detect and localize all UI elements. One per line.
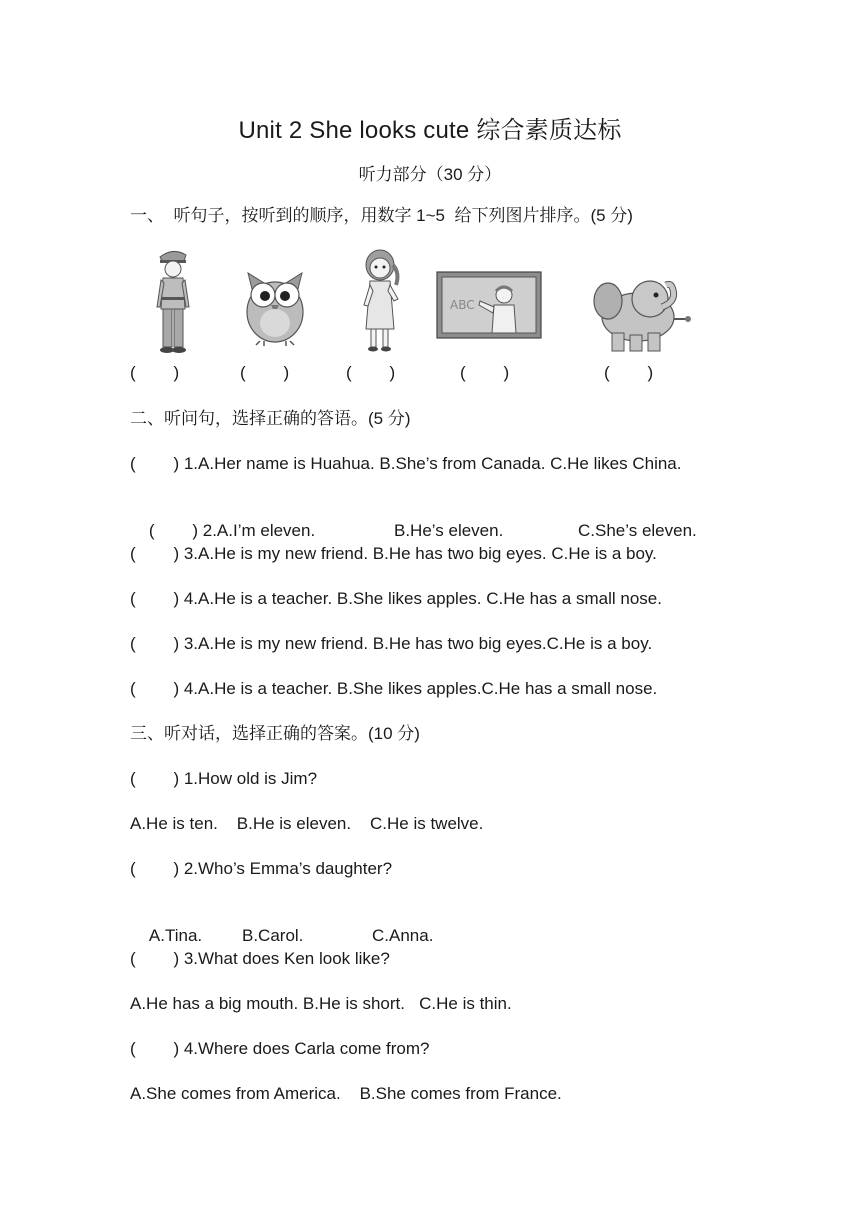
- question-options: A.He has a big mouth. B.He is short. C.He is thin.: [130, 994, 512, 1013]
- section3-heading: 三、听对话，选择正确的答案。(10 分): [130, 724, 420, 743]
- question-item: ( ) 3.What does Ken look like?: [130, 949, 390, 968]
- option-b: B.Carol.: [242, 926, 304, 945]
- answer-blank[interactable]: ( ): [604, 363, 654, 382]
- option-b: B.He’s eleven.: [394, 521, 504, 540]
- girl-icon: [356, 245, 406, 357]
- police-officer-icon: [148, 247, 198, 357]
- question-item: ( ) 4.Where does Carla come from?: [130, 1039, 430, 1058]
- answer-blank[interactable]: ( ): [240, 363, 290, 382]
- teacher-at-board-icon: [436, 271, 542, 339]
- question-item: ( ) 1.A.Her name is Huahua. B.She’s from Canada. C.He likes China.: [130, 454, 682, 473]
- section2-heading: 二、听问句，选择正确的答语。(5 分): [130, 409, 411, 428]
- question-options: A.He is ten. B.He is eleven. C.He is twelve.: [130, 814, 484, 833]
- question-item: ( ) 4.A.He is a teacher. B.She likes apples. C.He has a small nose.: [130, 589, 662, 608]
- question-options: A.She comes from America. B.She comes from France.: [130, 1084, 562, 1103]
- owl-icon: [240, 267, 310, 347]
- question-item: ( ) 3.A.He is my new friend. B.He has two big eyes.C.He is a boy.: [130, 634, 653, 653]
- page-title: Unit 2 She looks cute 综合素质达标: [238, 117, 622, 144]
- option-a: A.Tina.: [148, 926, 203, 945]
- question-item: ( ) 2.Who’s Emma’s daughter?: [130, 859, 393, 878]
- board-text: ABC: [450, 298, 475, 312]
- answer-blank[interactable]: ( ): [346, 363, 396, 382]
- question-item: ( ) 3.A.He is my new friend. B.He has two big eyes. C.He is a boy.: [130, 544, 657, 563]
- question-item: ( ) 1.How old is Jim?: [130, 769, 318, 788]
- answer-blank[interactable]: ( ): [460, 363, 510, 382]
- question-item: ( ) 4.A.He is a teacher. B.She likes apples.C.He has a small nose.: [130, 679, 658, 698]
- option-c: C.Anna.: [372, 926, 434, 945]
- elephant-icon: [580, 271, 694, 357]
- picture-row: [130, 245, 730, 365]
- page-subtitle: 听力部分（30 分）: [358, 165, 502, 184]
- question-stem: ( ) 2.A.I’m eleven.: [148, 521, 316, 540]
- section1-heading: 一、 听句子，按听到的顺序，用数字 1~5 给下列图片排序。(5 分): [130, 206, 633, 225]
- answer-blank[interactable]: ( ): [130, 363, 180, 382]
- option-c: C.She’s eleven.: [578, 521, 697, 540]
